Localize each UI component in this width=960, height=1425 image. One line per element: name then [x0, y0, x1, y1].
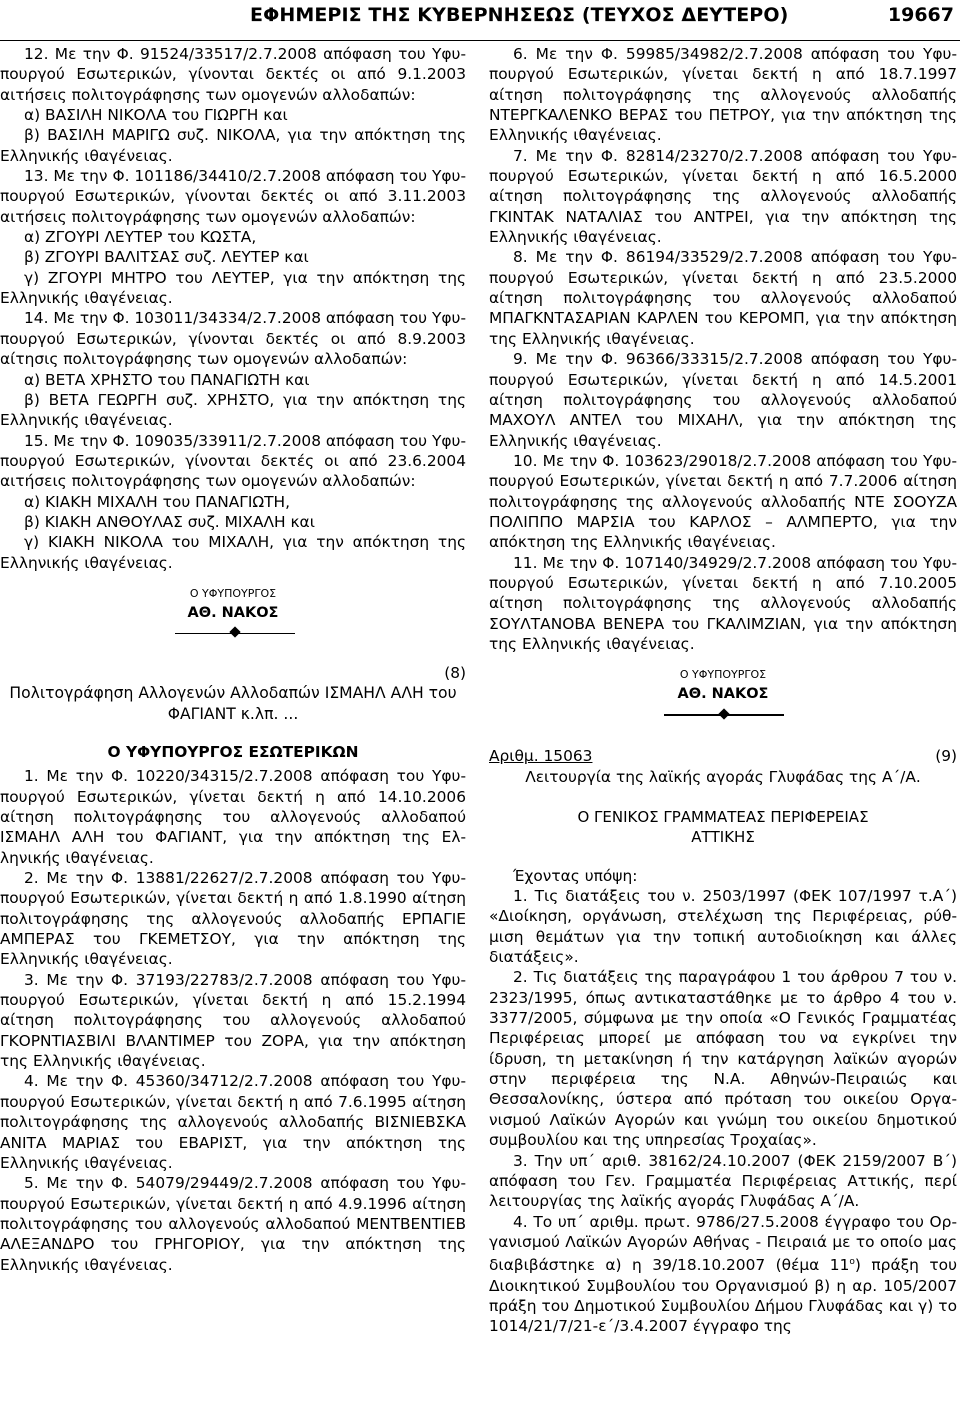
applicant-line: γ) ΚΙΑΚΗ ΝΙΚΟΛΑ του ΜΙΧΑΛΗ, για την απόκτηση της Ελληνικής ιθαγένειας.	[0, 533, 466, 572]
paragraph-12: 12. Με την Φ. 91524/33517/2.7.2008 απόφαση του Υφυπουργού Εσωτερικών, γίνονται δεκτές οι από 9.1.2003 αιτήσεις πολιτογράφησης των ομογενών αλλοδαπών:	[0, 45, 466, 104]
consideration-3: 3. Την υπ΄ αριθ. 38162/24.10.2007 (ΦΕΚ 2159/2007 Β΄) απόφαση του Γεν. Γραμματέα Περιφέρειας Αττικής, περί λειτουργίας της λαϊκής αγοράς Γλυφάδας Α΄/Α.	[489, 1151, 957, 1211]
paragraph-13: 13. Με την Φ. 101186/34410/2.7.2008 απόφαση του Υφυπουργού Εσωτερικών, γίνονται δεκτές οι από 3.11.2003 αιτήσεις πολιτογράφησης των ομογενών αλλοδαπών:	[0, 167, 466, 226]
issuing-authority: Ο ΥΦΥΠΟΥΡΓΟΣ ΕΣΩΤΕΡΙΚΩΝ	[107, 742, 359, 761]
decision-item-5: 5. Με την Φ. 54079/29449/2.7.2008 απόφαση του Υφυπουργού Εσωτερικών, γίνεται δεκτή η από 4.9.1996 αίτηση πολιτογράφησης του αλλογενούς αλλοδαπού ΜΕΝΤΒΕΝΤΙΕΒ ΑΛΕΞΑΝΔΡΟ του ΓΡΗΓΟΡΙΟΥ, για την απόκτηση της Ελληνικής ιθαγένειας.	[0, 1174, 466, 1274]
signature-title: Ο ΥΦΥΠΟΥΡΓΟΣ	[189, 586, 277, 600]
decision-title: Λειτουργία της λαϊκής αγοράς Γλυφάδας της Α΄/Α.	[525, 767, 921, 786]
left-column	[0, 44, 466, 1275]
gazette-title: ΕΦΗΜΕΡΙΣ ΤΗΣ ΚΥΒΕΡΝΗΣΕΩΣ (ΤΕΥΧΟΣ ΔΕΥΤΕΡΟ)	[250, 4, 789, 26]
decision-item-11: 11. Με την Φ. 107140/34929/2.7.2008 απόφαση του Υφυπουργού Εσωτερικών, γίνεται δεκτή η από 7.10.2005 αίτηση πολιτογράφησης της αλλογενούς αλλοδαπής ΣΟΥΛΤΑΝΟΒΑ ΒΕΝΕΡΑ του ΓΚΑΛΙΜΖΙΑΝ, για την απόκτηση της Ελληνικής ιθαγένειας.	[489, 553, 957, 653]
paragraph-14: 14. Με την Φ. 103011/34334/2.7.2008 απόφαση του Υφυπουργού Εσωτερικών, γίνονται δεκτές οι από 8.9.2003 αίτησις πολιτογράφησης των ομογενών αλλοδαπών:	[0, 309, 466, 369]
section-number: (9)	[935, 747, 957, 766]
applicant-line: β) ΖΓΟΥΡΙ ΒΑΛΙΤΣΑΣ συζ. ΛΕΥΤΕΡ και	[24, 248, 309, 267]
authority-line-1: Ο ΓΕΝΙΚΟΣ ΓΡΑΜΜΑΤΕΑΣ ΠΕΡΙΦΕΡΕΙΑΣ	[577, 808, 869, 826]
consideration-4-start: 4. Το υπ΄ αριθμ. πρωτ. 9786/27.5.2008 έγγραφο του Οργανισμού Λαϊκών Αγορών Αθήνας - Πειραιά με το οποίο μας διαβιβάστηκε α) η 39/18.10.2007 (θέμα 11	[489, 1212, 957, 1275]
decision-item-10: 10. Με την Φ. 103623/29018/2.7.2008 απόφαση του Υφυπουργού Εσωτερικών, γίνεται δεκτή η από 7.7.2006 αίτηση πολιτογράφησης της αλλογενούς αλλοδαπής ΝΤΕ ΣΟΟΥΖΑ ΠΟΛΙΠΠΟ ΜΑΡΣΙΑ του ΚΑΡΛΟΣ – ΑΛΜΠΕΡΤΟ, για την απόκτηση της Ελληνικής ιθαγένειας.	[489, 451, 957, 552]
paragraph-15: 15. Με την Φ. 109035/33911/2.7.2008 απόφαση του Υφυπουργού Εσωτερικών, γίνονται δεκτές οι από 23.6.2004 αιτήσεις πολιτογράφησης των ομογενών αλλοδαπών:	[0, 431, 466, 491]
decision-item-8: 8. Με την Φ. 86194/33529/2.7.2008 απόφαση του Υφυπουργού Εσωτερικών, γίνεται δεκτή η από 23.5.2000 αίτηση πολιτογράφησης του αλλογενούς αλλοδαπού ΜΠΑΓΚΝΤΑΣΑΡΙΑΝ ΚΑΡΛΕΝ του ΚΕΡΟΜΠ, για την απόκτηση της Ελληνικής ιθαγένειας.	[489, 248, 957, 348]
section-title: Πολιτογράφηση Αλλογενών Αλλοδαπών ΙΣΜΑΗΛ ΑΛΗ του ΦΑΓΙΑΝΤ κ.λπ. ...	[9, 684, 457, 723]
applicant-line: γ) ΖΓΟΥΡΙ ΜΗΤΡΟ του ΛΕΥΤΕΡ, για την απόκτηση της Ελληνικής ιθαγένειας.	[0, 268, 466, 308]
right-column	[489, 44, 957, 1337]
decision-item-4: 4. Με την Φ. 45360/34712/2.7.2008 απόφαση του Υφυπουργού Εσωτερικών, γίνεται δεκτή η από 7.6.1995 αίτηση πολιτογράφησης της αλλογενούς αλλοδαπής ΒΙΣΝΙΕΒΣΚΑ ΑΝΙΤΑ ΜΑΡΙΑΣ του ΕΒΑΡΙΣΤ, για την απόκτηση της Ελληνικής ιθαγένειας.	[0, 1072, 466, 1172]
applicant-line: β) ΒΑΣΙΛΗ ΜΑΡΙΓΩ συζ. ΝΙΚΟΛΑ, για την απόκτηση της Ελληνικής ιθαγένειας.	[0, 126, 466, 165]
decision-number: Αριθμ. 15063	[489, 747, 593, 766]
divider-diamond-icon	[229, 627, 240, 638]
section-number: (8)	[444, 663, 466, 682]
decision-item-7: 7. Με την Φ. 82814/23270/2.7.2008 απόφαση του Υφυπουργού Εσωτερικών, γίνεται δεκτή η από 16.5.2000 αίτηση πολιτογράφησης της αλλογενούς αλλοδαπής ΓΚΙΝΤΑΚ ΝΑΤΑΛΙΑΣ του ΑΝΤΡΕΙ, για την απόκτηση της Ελληνικής ιθαγένειας.	[489, 146, 957, 247]
consideration-1: 1. Τις διατάξεις του ν. 2503/1997 (ΦΕΚ 107/1997 τ.Α΄) «Διοίκηση, οργάνωση, στελέχωση της Περιφέρειας, ρύθμιση θεμάτων για την τοπική αυτοδιοίκηση και άλλες διατάξεις».	[489, 887, 957, 967]
authority-line-2: ΑΤΤΙΚΗΣ	[691, 828, 755, 847]
applicant-line: β) ΒΕΤΑ ΓΕΩΡΓΗ συζ. ΧΡΗΣΤΟ, για την απόκτηση της Ελληνικής ιθαγένειας.	[0, 390, 466, 430]
consideration-4-end: ) πράξη του Διοικητικού Συμβουλίου του Οργανισμού β) η αρ. 105/2007 πράξη του Δημοτικού Συμβουλίου Δήμου Γλυφάδας και γ) το 1014/21/7/21-ε΄/3.4.2007 έγγραφο της	[489, 1256, 957, 1336]
section-divider	[489, 706, 957, 726]
divider-diamond-icon	[718, 708, 729, 719]
decision-item-2: 2. Με την Φ. 13881/22627/2.7.2008 απόφαση του Υφυπουργού Εσωτερικών, γίνεται δεκτή η από 1.8.1990 αίτηση πολιτογράφησης της αλλογενούς αλλοδαπής ΕΡΠΑΓΙΕ ΑΜΠΕΡΑΣ του ΓΚΕΜΕΤΣΟΥ, για την απόκτηση της Ελληνικής ιθαγένειας.	[0, 869, 466, 969]
signature-name: ΑΘ. ΝΑΚΟΣ	[677, 686, 769, 703]
decision-item-9: 9. Με την Φ. 96366/33315/2.7.2008 απόφαση του Υφυπουργού Εσωτερικών, γίνεται δεκτή η από 14.5.2001 αίτηση πολιτογράφησης του αλλογενούς αλλοδαπού ΜΑΧΟΥΛ ΑΝΤΕΛ του ΜΙΧΑΗΛ, για την απόκτηση της Ελληνικής ιθαγένειας.	[489, 350, 957, 450]
applicant-line: α) ΖΓΟΥΡΙ ΛΕΥΤΕΡ του ΚΩΣΤΑ,	[24, 228, 257, 247]
signature-title: Ο ΥΦΥΠΟΥΡΓΟΣ	[679, 668, 767, 682]
applicant-line: α) ΒΕΤΑ ΧΡΗΣΤΟ του ΠΑΝΑΓΙΩΤΗ και	[24, 370, 310, 389]
decision-ref-row	[489, 746, 957, 766]
applicant-line: α) ΚΙΑΚΗ ΜΙΧΑΛΗ του ΠΑΝΑΓΙΩΤΗ,	[24, 492, 291, 511]
applicant-line: β) ΚΙΑΚΗ ΑΝΘΟΥΛΑΣ συζ. ΜΙΧΑΛΗ και	[24, 512, 315, 531]
applicant-line: α) ΒΑΣΙΛΗ ΝΙΚΟΛΑ του ΓΙΩΡΓΗ και	[24, 106, 288, 125]
page-header	[0, 0, 960, 41]
considering-heading: Έχοντας υπόψη:	[513, 866, 638, 885]
signature-name: ΑΘ. ΝΑΚΟΣ	[187, 604, 279, 621]
section-divider	[0, 625, 466, 645]
consideration-4	[489, 1212, 957, 1337]
page-number: 19667	[887, 4, 954, 26]
consideration-2: 2. Τις διατάξεις της παραγράφου 1 του άρθρου 7 του ν. 2323/1995, όπως αντικαταστάθηκε με το άρθρο 4 του ν. 3377/2005, σύμφωνα με την οποία «Ο Γενικός Γραμματέας Περιφέρειας μπορεί με απόφαση του να εγκρίνει την ίδρυση, τη μετακίνηση ή την κατάργηση λαϊκών αγορών στην περιφέρεια της Ν.Α. Αθηνών-Πειραιώς και Θεσσαλονίκης, ύστερα από πρόταση του οικείου Οργανισμού Λαϊκών Αγορών και γνώμη του οικείου δημοτικού συμβουλίου και της υπηρεσίας Τροχαίας».	[489, 968, 957, 1150]
decision-item-3: 3. Με την Φ. 37193/22783/2.7.2008 απόφαση του Υφυπουργού Εσωτερικών, γίνεται δεκτή η από 15.2.1994 αίτηση πολιτογράφησης του αλλογενούς αλλοδαπού ΓΚΟΡΝΤΙΑΣΒΙΛΙ ΒΛΑΝΤΙΜΕΡ του ΖΟΡΑ, για την απόκτηση της Ελληνικής ιθαγένειας.	[0, 970, 466, 1071]
decision-item-6: 6. Με την Φ. 59985/34982/2.7.2008 απόφαση του Υφυπουργού Εσωτερικών, γίνεται δεκτή η από 18.7.1997 αίτηση πολιτογράφησης της αλλογενούς αλλοδαπής ΝΤΕΡΓΚΑΛΕΝΚΟ ΒΕΡΑΣ του ΠΕΤΡΟΥ, για την απόκτηση της Ελληνικής ιθαγένειας.	[489, 45, 957, 145]
superscript-o: ο	[849, 1257, 855, 1268]
decision-item-1: 1. Με την Φ. 10220/34315/2.7.2008 απόφαση του Υφυπουργού Εσωτερικών, γίνεται δεκτή η από 14.10.2006 αίτηση πολιτογράφησης του αλλογενούς αλλοδαπού ΙΣΜΑΗΛ ΑΛΗ του ΦΑΓΙΑΝΤ, για την απόκτηση της Ελληνικής ιθαγένειας.	[0, 767, 466, 867]
